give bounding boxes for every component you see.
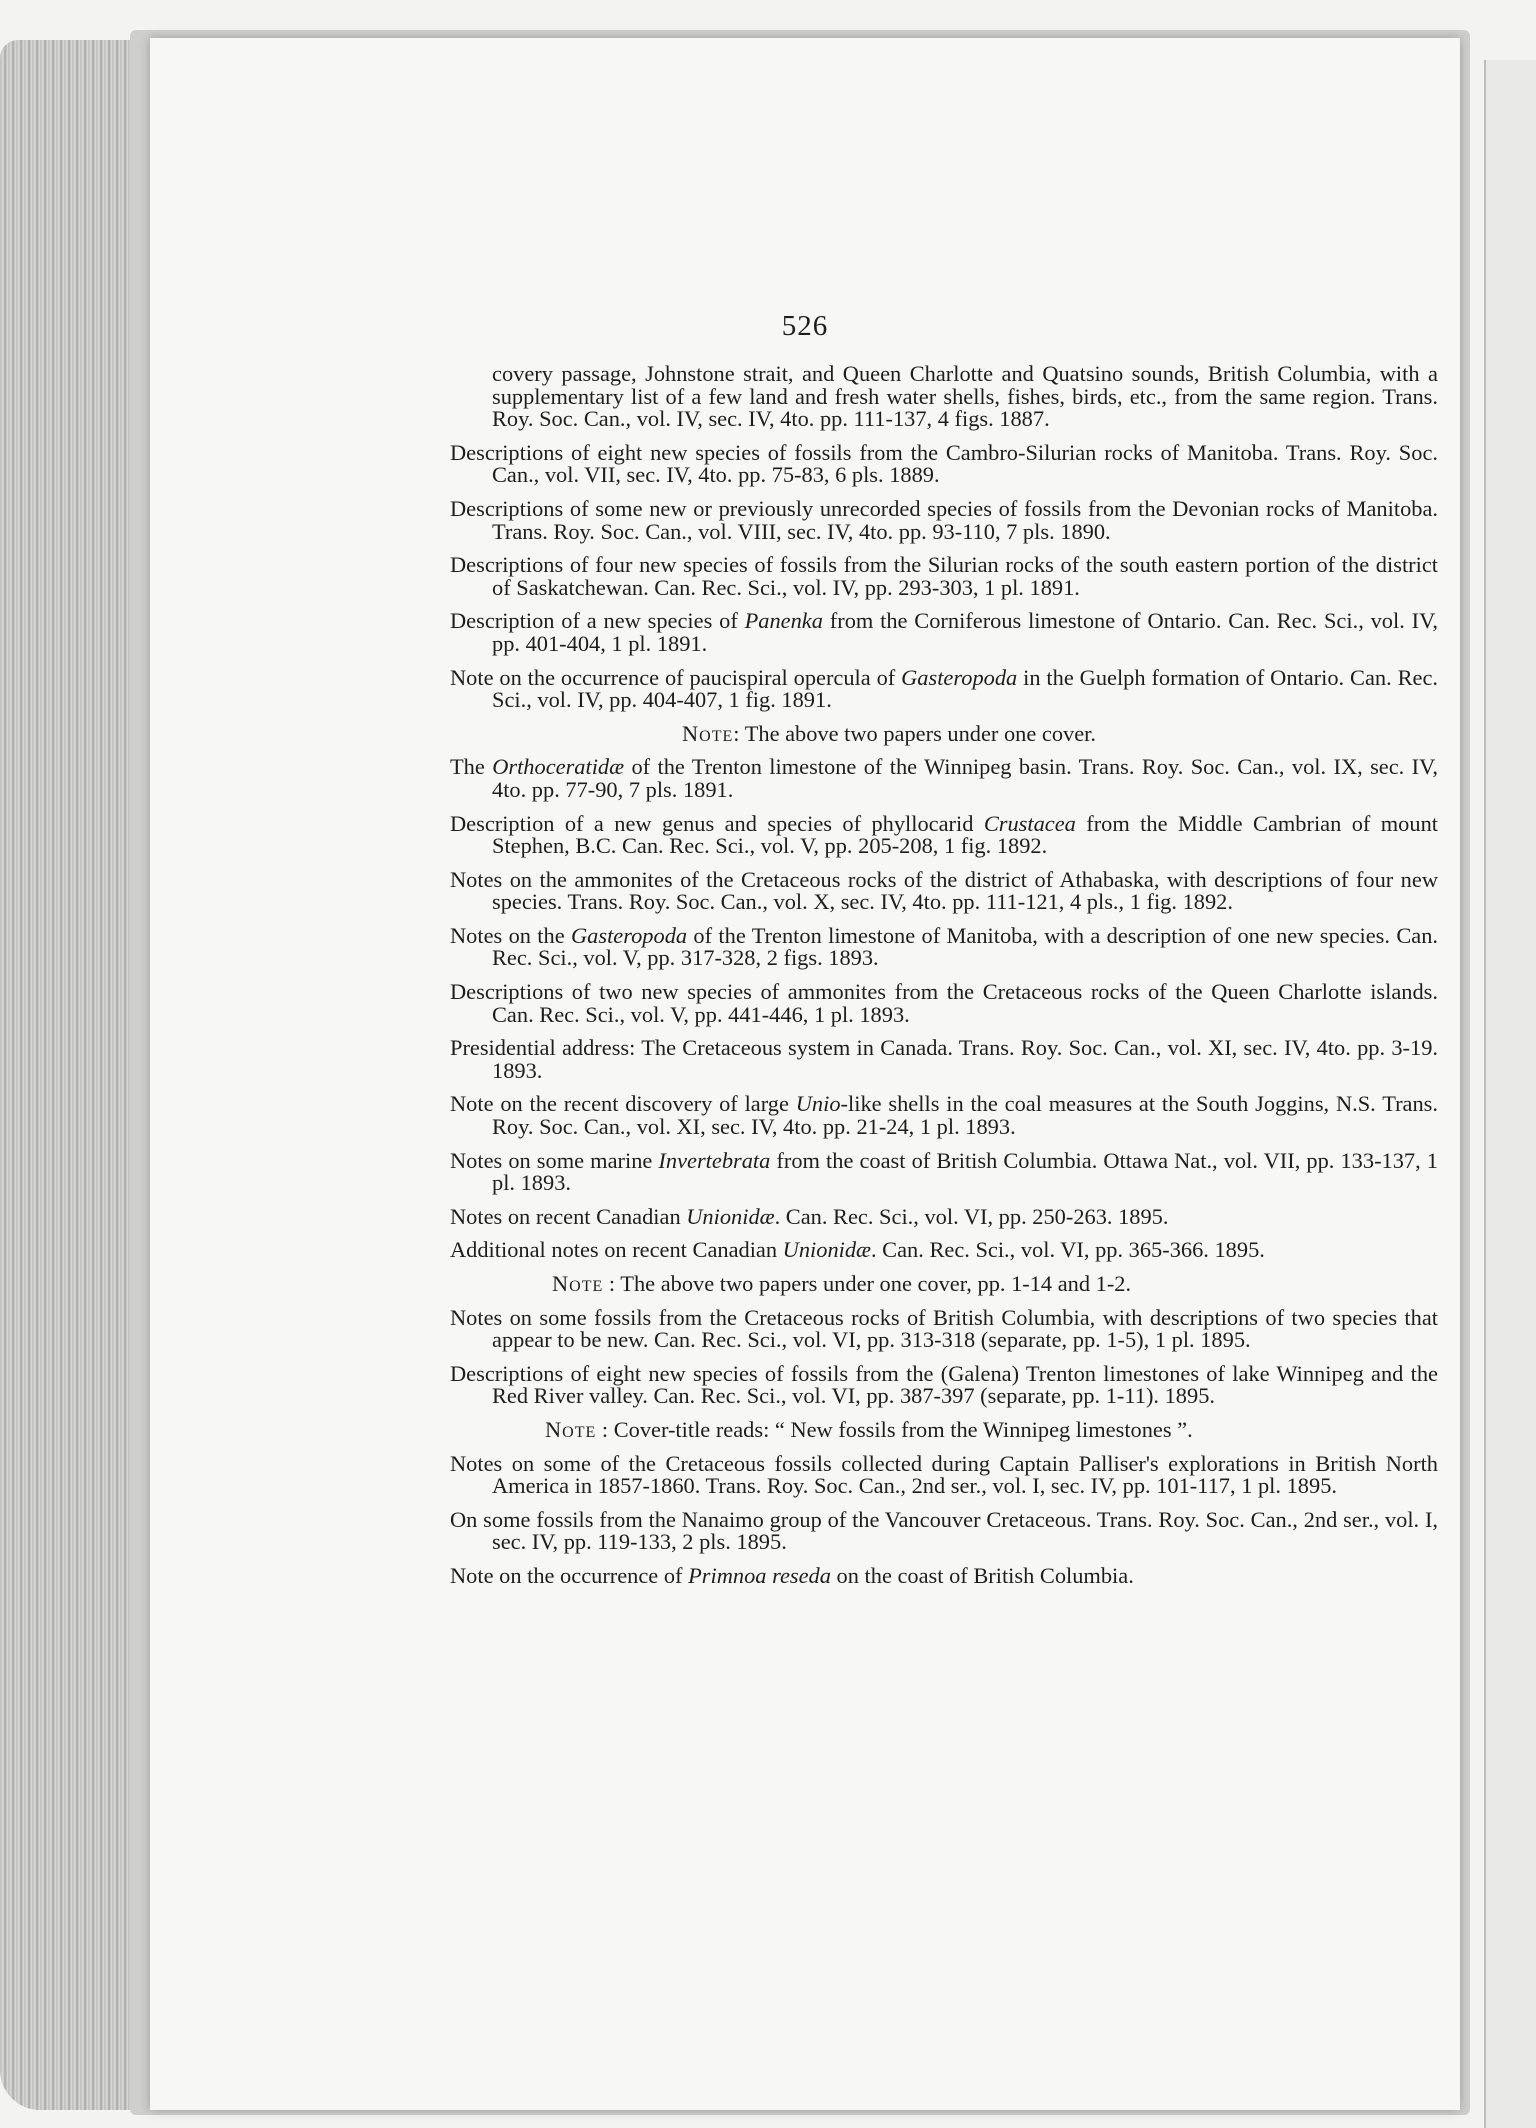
entry-text: on the coast of British Columbia.	[830, 1562, 1134, 1588]
italic-term: Panenka	[744, 608, 823, 634]
bibliography-entry	[450, 1147, 1438, 1196]
entry-text: Description of a new species of	[450, 608, 745, 634]
entry-text: : The above two papers under one cover.	[733, 720, 1096, 746]
entry-text: in the Guelph formation of Ontario. Can. Rec. Sci., vol. IV, pp. 404-407, 1 fig. 1891.	[492, 664, 1438, 713]
note	[450, 720, 1438, 746]
entry-text: Notes on recent Canadian	[450, 1203, 687, 1229]
bibliography-entry	[450, 1304, 1438, 1353]
facing-page-edge	[1484, 60, 1536, 2128]
entry-text: Note on the recent discovery of large	[450, 1091, 796, 1117]
bibliography-entry	[450, 1360, 1438, 1409]
entry-text: Notes on some of the Cretaceous fossils collected during Captain Palliser's explorations in British North America in 1857-1860. Trans. Roy. Soc. Can., 2nd ser., vol. I, sec. IV, pp. 101-117, 1 pl. 1895.	[450, 1450, 1438, 1499]
bibliography-entry	[450, 756, 1438, 801]
entry-text: Notes on the ammonites of the Cretaceous rocks of the district of Athabaska, with descriptions of four new species. Trans. Roy. Soc. Can., vol. X, sec. IV, 4to. pp. 111-121, 4 pls., 1 fig. 1892.	[450, 866, 1438, 915]
entry-text: of the Trenton limestone of the Winnipeg basin. Trans. Roy. Soc. Can., vol. IX, sec. IV, 4to. pp. 77-90, 7 pls. 1891.	[492, 754, 1438, 802]
bibliography-entry	[450, 1203, 1438, 1229]
entry-text: : The above two papers under one cover, pp. 1-14 and 1-2.	[603, 1271, 1132, 1296]
bibliography-entry	[450, 1562, 1438, 1588]
italic-term: Invertebrata	[658, 1147, 771, 1173]
bibliography-entry	[450, 1093, 1438, 1138]
bibliography-list	[450, 363, 1438, 1599]
italic-term: Unionidæ	[782, 1237, 871, 1263]
italic-term: Unionidæ	[686, 1203, 775, 1229]
note	[450, 1416, 1438, 1442]
bibliography-entry	[450, 664, 1438, 713]
entry-text: Additional notes on recent Canadian	[450, 1237, 783, 1263]
entry-text: Descriptions of four new species of fossils from the Silurian rocks of the south eastern portion of the district of Saskatchewan. Can. Rec. Sci., vol. IV, pp. 293-303, 1 pl. 1891.	[450, 552, 1438, 600]
bibliography-entry	[450, 610, 1438, 655]
entry-text: from the Middle Cambrian of mount Stephen, B.C. Can. Rec. Sci., vol. V, pp. 205-208, 1 fig. 1892.	[492, 810, 1438, 859]
entry-text: On some fossils from the Nanaimo group of the Vancouver Cretaceous. Trans. Roy. Soc. Can., 2nd ser., vol. I, sec. IV, pp. 119-133, 2 pls. 1895.	[450, 1506, 1438, 1555]
entry-text: Presidential address: The Cretaceous system in Canada. Trans. Roy. Soc. Can., vol. XI, sec. IV, 4to. pp. 3-19. 1893.	[450, 1035, 1438, 1083]
bibliography-entry	[450, 495, 1438, 544]
entry-text: covery passage, Johnstone strait, and Queen Charlotte and Quatsino sounds, British Columbia, with a supplementary list of a few land and fresh water shells, fishes, birds, etc., from the same region. Trans. Roy. Soc. Can., vol. IV, sec. IV, 4to. pp. 111-137, 4 figs. 1887.	[492, 361, 1438, 432]
italic-term: Gasteropoda	[570, 922, 688, 948]
bibliography-entry	[450, 1506, 1438, 1555]
entry-text: Notes on some fossils from the Cretaceous rocks of British Columbia, with descriptions of two species that appear to be new. Can. Rec. Sci., vol. VI, pp. 313-318 (separate, pp. 1-5), 1 pl. 1895.	[450, 1304, 1438, 1353]
bibliography-entry	[450, 810, 1438, 859]
italic-term: Primnoa reseda	[688, 1562, 831, 1588]
entry-text: The	[450, 754, 493, 780]
entry-text: Descriptions of two new species of ammonites from the Cretaceous rocks of the Queen Charlotte islands. Can. Rec. Sci., vol. V, pp. 441-446, 1 pl. 1893.	[450, 979, 1438, 1027]
bibliography-entry	[450, 922, 1438, 971]
entry-text: from the Corniferous limestone of Ontario. Can. Rec. Sci., vol. IV, pp. 401-404, 1 pl. 1891.	[492, 608, 1438, 656]
note-label: Note	[552, 1271, 604, 1296]
entry-text: Notes on some marine	[450, 1147, 659, 1173]
entry-text: Descriptions of eight new species of fossils from the (Galena) Trenton limestones of lake Winnipeg and the Red River valley. Can. Rec. Sci., vol. VI, pp. 387-397 (separate, pp. 1-11). 1895.	[450, 1360, 1438, 1409]
italic-term: Gasteropoda	[901, 664, 1018, 690]
italic-term: Unio	[795, 1091, 841, 1117]
entry-text: Notes on the	[450, 922, 571, 948]
bibliography-entry	[450, 1239, 1438, 1262]
entry-text: Note on the occurrence of paucispiral opercula of	[450, 664, 902, 690]
entry-text: . Can. Rec. Sci., vol. VI, pp. 250-263. 1895.	[774, 1203, 1169, 1229]
entry-text: of the Trenton limestone of Manitoba, with a description of one new species. Can. Rec. Sci., vol. V, pp. 317-328, 2 figs. 1893.	[492, 922, 1438, 971]
note-label: Note	[545, 1416, 597, 1442]
entry-text: Note on the occurrence of	[450, 1562, 689, 1588]
book-page	[150, 38, 1460, 2110]
entry-text: Descriptions of some new or previously unrecorded species of fossils from the Devonian rocks of Manitoba. Trans. Roy. Soc. Can., vol. VIII, sec. IV, 4to. pp. 93-110, 7 pls. 1890.	[450, 495, 1438, 544]
entry-text: -like shells in the coal measures at the South Joggins, N.S. Trans. Roy. Soc. Can., vol. XI, sec. IV, 4to. pp. 21-24, 1 pl. 1893.	[492, 1091, 1438, 1140]
note-label: Note	[682, 720, 734, 746]
bibliography-entry-continuation	[450, 363, 1438, 431]
bibliography-entry	[450, 554, 1438, 599]
bibliography-entry	[450, 439, 1438, 488]
entry-text: Descriptions of eight new species of fossils from the Cambro-Silurian rocks of Manitoba. Trans. Roy. Soc. Can., vol. VII, sec. IV, 4to. pp. 75-83, 6 pls. 1889.	[450, 439, 1438, 488]
italic-term: Orthoceratidæ	[492, 754, 625, 780]
bibliography-entry	[450, 1037, 1438, 1082]
entry-text: . Can. Rec. Sci., vol. VI, pp. 365-366. 1895.	[870, 1237, 1265, 1263]
italic-term: Crustacea	[983, 810, 1076, 836]
note	[450, 1273, 1438, 1296]
entry-text: from the coast of British Columbia. Ottawa Nat., vol. VII, pp. 133-137, 1 pl. 1893.	[492, 1147, 1438, 1196]
bibliography-entry	[450, 866, 1438, 915]
page-number: 526	[781, 310, 829, 342]
bibliography-entry	[450, 981, 1438, 1026]
entry-text: Description of a new genus and species of phyllocarid	[450, 810, 984, 836]
bibliography-entry	[450, 1450, 1438, 1499]
entry-text: : Cover-title reads: “ New fossils from the Winnipeg limestones ”.	[596, 1416, 1193, 1442]
